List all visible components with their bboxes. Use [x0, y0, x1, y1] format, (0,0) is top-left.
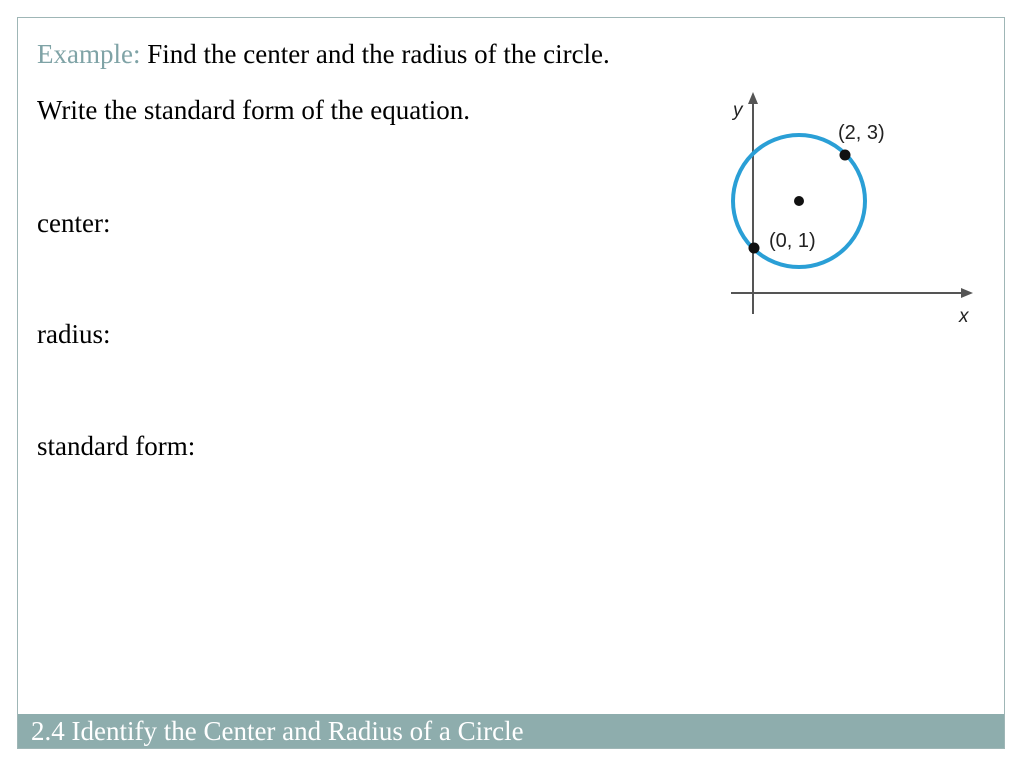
radius-label: radius:: [37, 319, 111, 349]
standard-form-label: standard form:: [37, 431, 196, 461]
point-2-3: [840, 150, 851, 161]
y-axis-label: y: [733, 100, 743, 121]
x-axis-label: x: [959, 306, 969, 327]
slide: [17, 17, 1005, 749]
instruction-text: Write the standard form of the equation.: [37, 95, 471, 125]
y-axis-arrow: [748, 92, 758, 104]
circle-diagram: [721, 80, 981, 330]
center-point: [794, 196, 804, 206]
footer-bar: [18, 714, 1004, 748]
example-heading: [37, 38, 610, 70]
example-question: Find the center and the radius of the circle.: [147, 39, 610, 69]
point-0-1-label: (0, 1): [769, 230, 816, 252]
point-2-3-label: (2, 3): [838, 122, 885, 144]
example-label: Example:: [37, 39, 141, 69]
point-0-1: [749, 243, 760, 254]
x-axis-arrow: [961, 288, 973, 298]
center-label: center:: [37, 208, 111, 238]
footer-title: 2.4 Identify the Center and Radius of a Circle: [31, 716, 524, 746]
